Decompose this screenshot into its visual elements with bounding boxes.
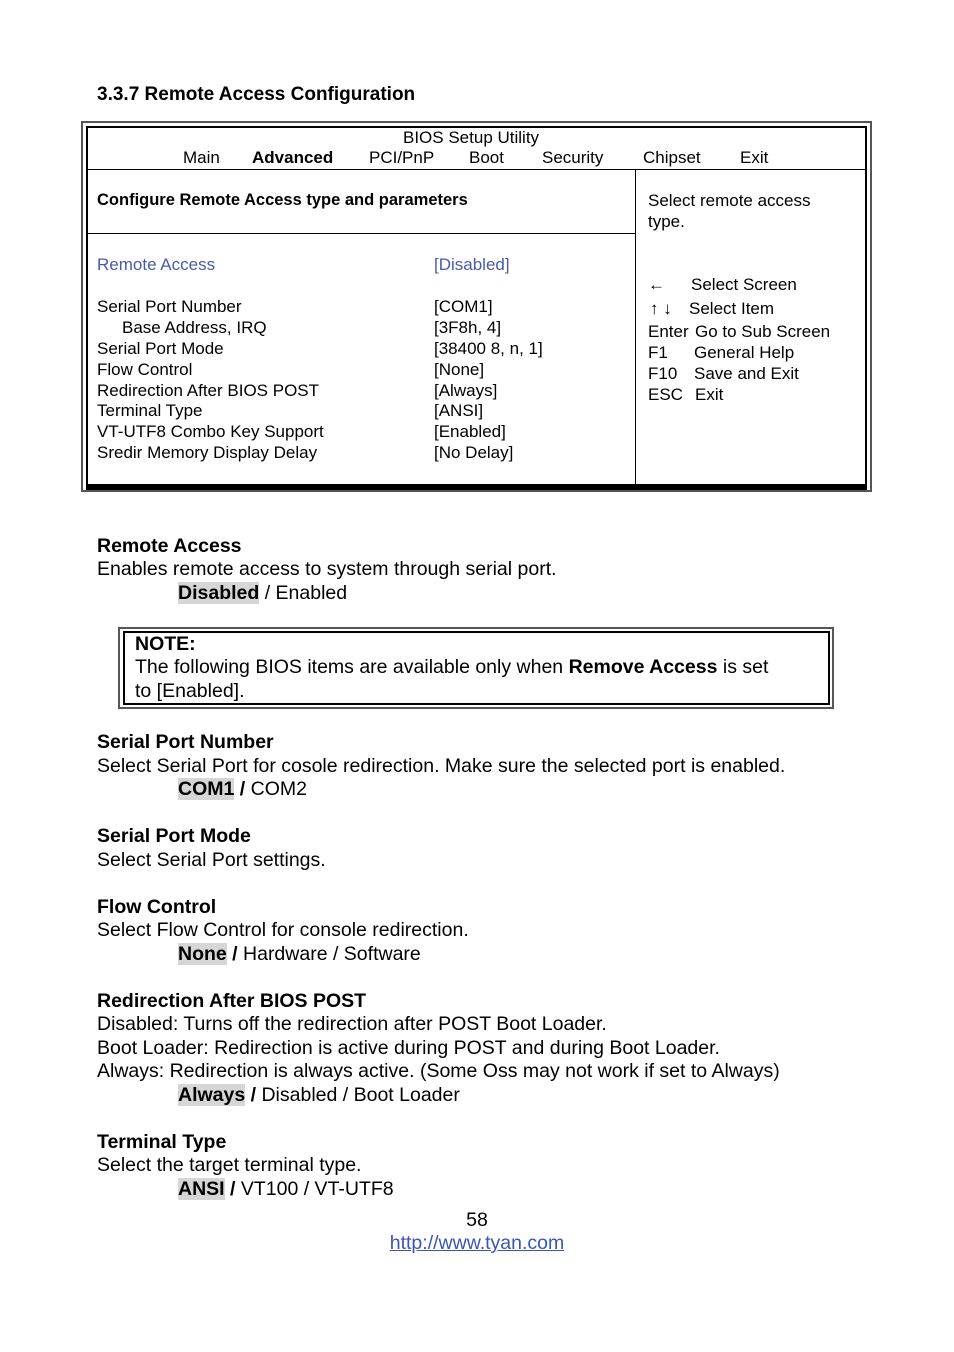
item-remote-access-value[interactable]: [Disabled] (434, 255, 510, 274)
item-terminal-type-label[interactable]: Terminal Type (97, 401, 203, 420)
note-line1: The following BIOS items are available only when Remove Access is set (135, 656, 769, 678)
item-serial-port-mode-value[interactable]: [38400 8, n, 1] (434, 339, 543, 358)
menu-boot[interactable]: Boot (469, 148, 504, 167)
panel-title: Configure Remote Access type and parameters (97, 191, 468, 209)
serial-port-number-heading: Serial Port Number (97, 731, 274, 753)
menu-security[interactable]: Security (542, 148, 604, 167)
item-flow-control-label[interactable]: Flow Control (97, 360, 193, 379)
key-desc-sub-screen: Go to Sub Screen (695, 322, 831, 341)
item-terminal-type-value[interactable]: [ANSI] (434, 401, 484, 420)
key-desc-select-item: Select Item (689, 299, 775, 318)
redirection-options: Always / Disabled / Boot Loader (178, 1084, 460, 1106)
menu-exit[interactable]: Exit (740, 148, 769, 167)
item-flow-control-value[interactable]: [None] (434, 360, 485, 379)
item-sredir-label[interactable]: Sredir Memory Display Delay (97, 443, 318, 462)
item-redirection-label[interactable]: Redirection After BIOS POST (97, 381, 320, 400)
help-text-line2: type. (648, 212, 685, 231)
redirection-line1: Disabled: Turns off the redirection after POST Boot Loader. (97, 1013, 607, 1035)
remote-access-options (178, 582, 347, 605)
note-line2: to [Enabled]. (135, 680, 245, 702)
help-text-line1: Select remote access (648, 191, 811, 210)
item-serial-port-number-value[interactable]: [COM1] (434, 297, 493, 316)
bios-title: BIOS Setup Utility (403, 128, 540, 147)
default-option: Disabled (178, 582, 260, 604)
item-base-address-value: [3F8h, 4] (434, 318, 502, 337)
key-enter: Enter (648, 322, 689, 341)
section-heading: 3.3.7 Remote Access Configuration (97, 84, 416, 105)
left-arrow-icon: ← (648, 275, 665, 294)
footer-link[interactable]: http://www.tyan.com (389, 1232, 565, 1254)
terminal-type-desc: Select the target terminal type. (97, 1154, 362, 1176)
remote-access-heading: Remote Access (97, 535, 242, 557)
other-options: / Enabled (259, 582, 348, 604)
remote-access-desc: Enables remote access to system through serial port. (97, 558, 557, 580)
serial-port-number-options: COM1 / COM2 (178, 778, 307, 800)
terminal-type-heading: Terminal Type (97, 1131, 227, 1153)
key-desc-select-screen: Select Screen (691, 275, 797, 294)
serial-port-number-desc: Select Serial Port for cosole redirection. Make sure the selected port is enabled. (97, 755, 786, 777)
menu-chipset[interactable]: Chipset (643, 148, 701, 167)
redirection-line3: Always: Redirection is always active. (Some Oss may not work if set to Always) (97, 1060, 780, 1082)
menu-main[interactable]: Main (183, 148, 220, 167)
item-serial-port-number-label[interactable]: Serial Port Number (97, 297, 242, 316)
item-base-address-label: Base Address, IRQ (122, 318, 267, 337)
terminal-type-options: ANSI / VT100 / VT-UTF8 (178, 1178, 394, 1200)
key-esc: ESC (648, 385, 683, 404)
item-sredir-value[interactable]: [No Delay] (434, 443, 514, 462)
key-desc-general-help: General Help (694, 343, 795, 362)
flow-control-heading: Flow Control (97, 896, 217, 918)
key-f1: F1 (648, 343, 668, 362)
menu-advanced[interactable]: Advanced (252, 148, 334, 167)
flow-control-desc: Select Flow Control for console redirection. (97, 919, 469, 941)
note-label: NOTE: (135, 633, 196, 655)
key-f10: F10 (648, 364, 678, 383)
serial-port-mode-heading: Serial Port Mode (97, 825, 251, 847)
item-serial-port-mode-label[interactable]: Serial Port Mode (97, 339, 224, 358)
flow-control-options: None / Hardware / Software (178, 943, 421, 965)
page-number: 58 (466, 1209, 488, 1231)
up-down-arrow-icon: ↑ ↓ (650, 299, 672, 318)
serial-port-mode-desc: Select Serial Port settings. (97, 849, 326, 871)
item-vt-utf8-label[interactable]: VT-UTF8 Combo Key Support (97, 422, 324, 441)
item-redirection-value[interactable]: [Always] (434, 381, 498, 400)
redirection-heading: Redirection After BIOS POST (97, 990, 367, 1012)
item-vt-utf8-value[interactable]: [Enabled] (434, 422, 506, 441)
key-desc-exit: Exit (695, 385, 724, 404)
item-remote-access-label[interactable]: Remote Access (97, 255, 216, 274)
menu-pci-pnp[interactable]: PCI/PnP (369, 148, 435, 167)
key-desc-save-exit: Save and Exit (694, 364, 799, 383)
redirection-line2: Boot Loader: Redirection is active during POST and during Boot Loader. (97, 1037, 720, 1059)
